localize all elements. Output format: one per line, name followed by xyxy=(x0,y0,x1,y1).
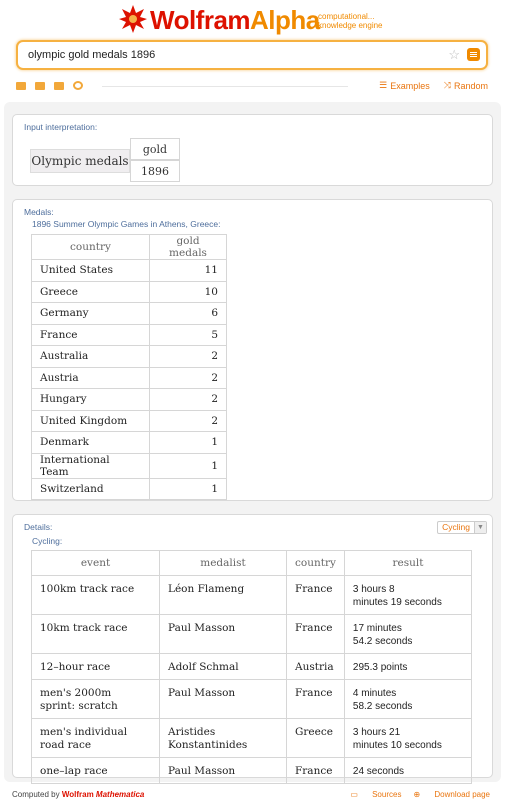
gold-medals-cell: 1 xyxy=(150,478,227,500)
gold-medals-cell: 2 xyxy=(150,410,227,432)
table-row xyxy=(32,260,227,282)
download-page-link[interactable]: ⊕ Download page xyxy=(413,790,490,799)
gold-medals-cell: 6 xyxy=(150,303,227,325)
event-cell: 12–hour race xyxy=(32,654,160,680)
toolbar xyxy=(16,80,488,94)
table-row xyxy=(32,576,472,615)
table-header-row xyxy=(32,235,227,260)
medalist-cell: Adolf Schmal xyxy=(160,654,287,680)
logo-wordmark: WolframAlpha xyxy=(150,5,320,35)
event-cell: 10km track race xyxy=(32,615,160,654)
table-row xyxy=(32,758,472,784)
table-row xyxy=(32,281,227,303)
table-row xyxy=(32,615,472,654)
country-cell: Switzerland xyxy=(32,478,150,500)
keyboard-icon[interactable] xyxy=(16,82,26,90)
medals-table xyxy=(31,234,227,500)
toolbar-divider xyxy=(102,86,348,87)
grid-icon[interactable] xyxy=(54,82,64,90)
details-pod xyxy=(12,514,493,778)
input-interpretation-pod xyxy=(12,114,493,186)
country-cell: France xyxy=(287,615,345,654)
table-row xyxy=(32,303,227,325)
result-cell: 4 minutes 58.2 seconds xyxy=(344,680,471,719)
column-header: country xyxy=(287,551,345,576)
table-header-row xyxy=(32,551,472,576)
search-box xyxy=(16,40,488,70)
country-cell: Denmark xyxy=(32,432,150,454)
table-row xyxy=(32,680,472,719)
toolbar-links xyxy=(365,80,488,91)
interpretation-value: gold xyxy=(130,138,180,160)
country-cell: Germany xyxy=(32,303,150,325)
search-input[interactable] xyxy=(26,48,426,62)
country-cell: Greece xyxy=(32,281,150,303)
column-header: result xyxy=(344,551,471,576)
table-row xyxy=(32,346,227,368)
gold-medals-cell: 2 xyxy=(150,346,227,368)
table-row xyxy=(32,432,227,454)
table-row xyxy=(32,324,227,346)
gold-medals-cell: 2 xyxy=(150,367,227,389)
table-row xyxy=(32,367,227,389)
country-cell: Hungary xyxy=(32,389,150,411)
country-cell: United Kingdom xyxy=(32,410,150,432)
interpretation-value: 1896 xyxy=(130,160,180,182)
cycling-table xyxy=(31,550,472,784)
country-cell: France xyxy=(287,680,345,719)
result-cell: 3 hours 8 minutes 19 seconds xyxy=(344,576,471,615)
country-cell: France xyxy=(32,324,150,346)
pod-subtitle: 1896 Summer Olympic Games in Athens, Greece: xyxy=(32,219,221,229)
medalist-cell: Léon Flameng xyxy=(160,576,287,615)
pod-title: Medals: xyxy=(24,207,54,217)
country-cell: Austria xyxy=(32,367,150,389)
country-cell: Greece xyxy=(287,719,345,758)
column-header: event xyxy=(32,551,160,576)
list-icon: ☰ xyxy=(379,80,388,90)
country-cell: France xyxy=(287,576,345,615)
gold-medals-cell: 11 xyxy=(150,260,227,282)
pod-title: Input interpretation: xyxy=(24,122,98,132)
result-cell: 24 seconds xyxy=(344,758,471,784)
footer xyxy=(12,789,490,801)
event-cell: one–lap race xyxy=(32,758,160,784)
table-row xyxy=(32,478,227,500)
gold-medals-cell: 1 xyxy=(150,453,227,478)
medalist-cell: Paul Masson xyxy=(160,758,287,784)
column-header: country xyxy=(32,235,150,260)
interpretation-label: Olympic medals xyxy=(30,149,130,173)
event-cell: men's 2000m sprint: scratch xyxy=(32,680,160,719)
logo-tagline: computational... knowledge engine xyxy=(318,12,383,30)
results-area xyxy=(4,102,501,782)
gold-medals-cell: 1 xyxy=(150,432,227,454)
random-link[interactable]: ⤨ Random xyxy=(443,80,488,91)
medalist-cell: Paul Masson xyxy=(160,615,287,654)
footer-links xyxy=(338,790,490,799)
country-cell: International Team xyxy=(32,453,150,478)
shuffle-icon: ⤨ xyxy=(443,80,451,90)
table-row xyxy=(32,719,472,758)
event-cell: men's individual road race xyxy=(32,719,160,758)
gold-medals-cell: 5 xyxy=(150,324,227,346)
column-header: medalist xyxy=(160,551,287,576)
medals-pod xyxy=(12,199,493,501)
computed-by[interactable]: Computed by Wolfram Mathematica xyxy=(12,790,145,799)
country-cell: Austria xyxy=(287,654,345,680)
result-cell: 17 minutes 54.2 seconds xyxy=(344,615,471,654)
country-cell: United States xyxy=(32,260,150,282)
camera-icon[interactable] xyxy=(35,82,45,90)
table-row xyxy=(32,453,227,478)
country-cell: Australia xyxy=(32,346,150,368)
medalist-cell: Aristides Konstantinides xyxy=(160,719,287,758)
gold-medals-cell: 2 xyxy=(150,389,227,411)
pod-title: Details: xyxy=(24,522,53,532)
column-header: gold medals xyxy=(150,235,227,260)
table-row xyxy=(32,654,472,680)
country-cell: France xyxy=(287,758,345,784)
medalist-cell: Paul Masson xyxy=(160,680,287,719)
gold-medals-cell: 10 xyxy=(150,281,227,303)
table-row xyxy=(32,389,227,411)
details-dropdown[interactable]: Cycling ▼ xyxy=(437,521,487,534)
chevron-down-icon: ▼ xyxy=(474,522,486,533)
examples-link[interactable]: ☰ Examples xyxy=(379,80,430,91)
pod-subtitle: Cycling: xyxy=(32,536,63,546)
wolfram-spikey-icon xyxy=(118,4,148,34)
input-mode-icons xyxy=(16,81,92,90)
dice-icon[interactable] xyxy=(73,81,83,90)
header-logo[interactable] xyxy=(0,2,505,40)
event-cell: 100km track race xyxy=(32,576,160,615)
table-row xyxy=(32,410,227,432)
result-cell: 295.3 points xyxy=(344,654,471,680)
result-cell: 3 hours 21 minutes 10 seconds xyxy=(344,719,471,758)
favorite-star-icon[interactable]: ☆ xyxy=(448,47,460,62)
search-submit-button[interactable] xyxy=(467,48,480,61)
sources-link[interactable]: ▭ Sources xyxy=(350,790,402,799)
